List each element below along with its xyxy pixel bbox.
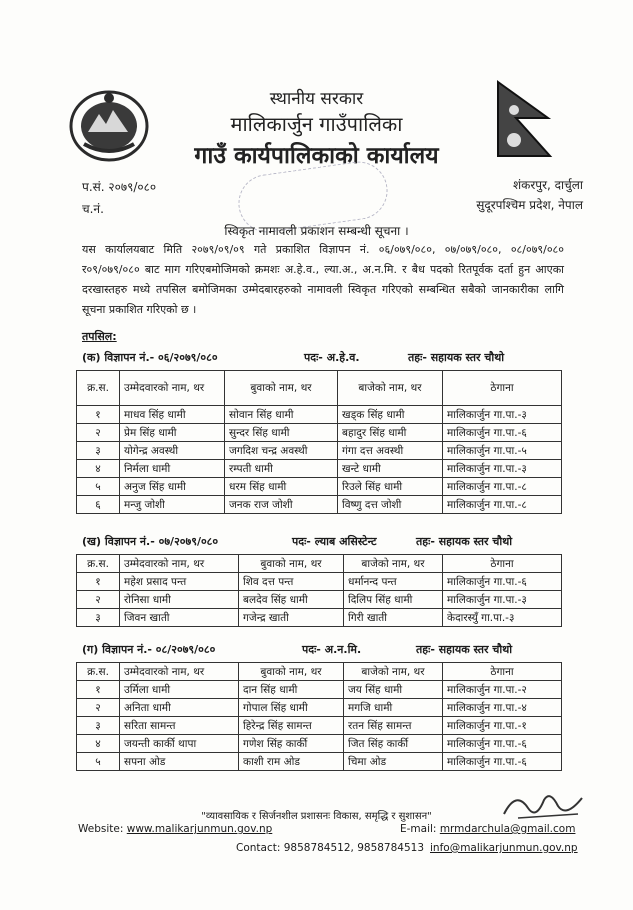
cell-serial: ३ [77, 609, 120, 627]
table-row [77, 496, 562, 514]
table-row [77, 460, 562, 478]
header-office-name: गाउँ कार्यपालिकाको कार्यालय [194, 143, 439, 169]
cell-address: मालिकार्जुन गा.पा.-६ [443, 424, 562, 442]
col-address: ठेगाना [443, 371, 562, 406]
cell-address: मालिकार्जुन गा.पा.-३ [443, 406, 562, 424]
cell-address: मालिकार्जुन गा.पा.-८ [443, 478, 562, 496]
cell-grandfather: चिमा ओड [344, 753, 443, 771]
cell-grandfather: गंगा दत्त अवस्थी [338, 442, 443, 460]
cell-candidate: महेश प्रसाद पन्त [120, 573, 239, 591]
col-father: बुवाको नाम, थर [225, 371, 338, 406]
cell-grandfather: रिउले सिंह धामी [338, 478, 443, 496]
cell-address: मालिकार्जुन गा.पा.-५ [443, 442, 562, 460]
section-b-post: पदः- ल्याब असिस्टेन्ट [292, 535, 377, 548]
section-b-level: तहः- सहायक स्तर चौथो [416, 535, 513, 548]
cell-candidate: अनुज सिंह धामी [120, 478, 225, 496]
cell-candidate: अनिता धामी [120, 699, 239, 717]
col-serial: क्र.स. [77, 555, 120, 573]
info-email-link[interactable]: info@malikarjunmun.gov.np [430, 842, 578, 854]
col-grandfather: बाजेको नाम, थर [344, 663, 443, 681]
col-father: बुवाको नाम, थर [239, 663, 344, 681]
cell-father: धरम सिंह धामी [225, 478, 338, 496]
table-header-row [77, 663, 562, 681]
cell-father: सुन्दर सिंह धामी [225, 424, 338, 442]
table-row [77, 609, 562, 627]
cell-father: सोवान सिंह धामी [225, 406, 338, 424]
cell-address: मालिकार्जुन गा.पा.-६ [443, 735, 562, 753]
email-label: E-mail: [400, 823, 437, 835]
details-label: तपसिल: [82, 330, 117, 343]
cell-candidate: प्रेम सिंह धामी [120, 424, 225, 442]
cell-serial: १ [77, 406, 120, 424]
cell-serial: १ [77, 681, 120, 699]
cell-father: शिव दत्त पन्त [239, 573, 344, 591]
cell-father: दान सिंह धामी [239, 681, 344, 699]
section-a-table [76, 370, 562, 514]
cell-address: मालिकार्जुन गा.पा.-४ [443, 699, 562, 717]
cell-candidate: जयन्ती कार्की थापा [120, 735, 239, 753]
cell-father: बलदेव सिंह धामी [239, 591, 344, 609]
section-a-level: तहः- सहायक स्तर चौथो [408, 351, 505, 364]
table-row [77, 442, 562, 460]
cell-serial: २ [77, 591, 120, 609]
cell-father: गजेन्द्र खाती [239, 609, 344, 627]
cell-candidate: योगेन्द्र अवस्थी [120, 442, 225, 460]
cell-grandfather: जित सिंह कार्की [344, 735, 443, 753]
office-location: शंकरपुर, दार्चुला [513, 178, 583, 192]
website-link[interactable]: www.malikarjunmun.gov.np [126, 823, 273, 835]
cell-serial: २ [77, 424, 120, 442]
cell-father: रम्पती धामी [225, 460, 338, 478]
cell-candidate: माधव सिंह धामी [120, 406, 225, 424]
cell-father: गोपाल सिंह धामी [239, 699, 344, 717]
section-c-post: पदः- अ.न.मि. [302, 643, 362, 656]
email-row [400, 823, 575, 835]
table-header-row [77, 555, 562, 573]
reference-number: प.सं. २०७९/०८० [82, 180, 157, 194]
section-c-table [76, 662, 562, 771]
table-header-row [77, 371, 562, 406]
table-row [77, 753, 562, 771]
col-address: ठेगाना [443, 663, 562, 681]
cell-candidate: उर्मिला धामी [120, 681, 239, 699]
cell-serial: १ [77, 573, 120, 591]
section-c-level: तहः- सहायक स्तर चौथो [416, 643, 513, 656]
cell-candidate: रोनिसा धामी [120, 591, 239, 609]
header-municipality-name: मालिकार्जुन गाउँपालिका [230, 112, 403, 136]
col-candidate: उम्मेदवारको नाम, थर [120, 663, 239, 681]
cell-grandfather: मगजि धामी [344, 699, 443, 717]
table-row [77, 591, 562, 609]
cell-father: गणेश सिंह कार्की [239, 735, 344, 753]
section-b-table [76, 554, 562, 627]
cell-grandfather: बहादुर सिंह धामी [338, 424, 443, 442]
cell-father: जगदिश चन्द्र अवस्थी [225, 442, 338, 460]
cell-candidate: मन्जु जोशी [120, 496, 225, 514]
table-row [77, 717, 562, 735]
table-row [77, 699, 562, 717]
cell-serial: २ [77, 699, 120, 717]
cell-grandfather: विष्णु दत्त जोशी [338, 496, 443, 514]
table-row [77, 478, 562, 496]
col-father: बुवाको नाम, थर [239, 555, 344, 573]
cell-address: मालिकार्जुन गा.पा.-३ [443, 591, 562, 609]
dispatch-number: च.नं. [82, 202, 104, 216]
notice-title: स्विकृत नामावली प्रकाशन सम्बन्धी सूचना । [224, 224, 409, 238]
cell-grandfather: दिलिप सिंह धामी [344, 591, 443, 609]
contact-numbers: Contact: 9858784512, 9858784513 [236, 842, 425, 854]
cell-candidate: सपना ओड [120, 753, 239, 771]
cell-grandfather: धर्मानन्द पन्त [344, 573, 443, 591]
table-row [77, 424, 562, 442]
cell-grandfather: जय सिंह धामी [344, 681, 443, 699]
cell-address: मालिकार्जुन गा.पा.-६ [443, 573, 562, 591]
cell-serial: ५ [77, 753, 120, 771]
cell-father: काशी राम ओड [239, 753, 344, 771]
website-row [78, 823, 272, 835]
website-label: Website: [78, 823, 124, 835]
table-row [77, 681, 562, 699]
cell-address: मालिकार्जुन गा.पा.-८ [443, 496, 562, 514]
cell-father: हिरेन्द्र सिंह सामन्त [239, 717, 344, 735]
cell-serial: ६ [77, 496, 120, 514]
cell-candidate: निर्मला धामी [120, 460, 225, 478]
col-grandfather: बाजेको नाम, थर [344, 555, 443, 573]
cell-address: केदारस्युँ गा.पा.-३ [443, 609, 562, 627]
col-candidate: उम्मेदवारको नाम, थर [120, 555, 239, 573]
cell-serial: ४ [77, 460, 120, 478]
col-address: ठेगाना [443, 555, 562, 573]
cell-serial: ५ [77, 478, 120, 496]
col-serial: क्र.स. [77, 371, 120, 406]
section-a-ad-number: (क) विज्ञापन नं.- ०६/२०७९/०८० [82, 351, 218, 364]
cell-serial: ४ [77, 735, 120, 753]
email-link[interactable]: mrmdarchula@gmail.com [439, 823, 576, 835]
table-row [77, 406, 562, 424]
office-province: सुदूरपश्चिम प्रदेश, नेपाल [476, 198, 583, 212]
cell-father: जनक राज जोशी [225, 496, 338, 514]
section-c-ad-number: (ग) विज्ञापन नं.- ०८/२०७९/०८० [82, 643, 216, 656]
cell-address: मालिकार्जुन गा.पा.-१ [443, 717, 562, 735]
cell-grandfather: खड्क सिंह धामी [338, 406, 443, 424]
header-local-government: स्थानीय सरकार [269, 89, 364, 109]
col-candidate: उम्मेदवारको नाम, थर [120, 371, 225, 406]
table-row [77, 573, 562, 591]
cell-grandfather: खन्टे धामी [338, 460, 443, 478]
cell-address: मालिकार्जुन गा.पा.-३ [443, 460, 562, 478]
slogan: "व्यावसायिक र सिर्जनशील प्रशासनः विकास, समृद्धि र सुशासन" [201, 811, 432, 822]
cell-serial: ३ [77, 717, 120, 735]
cell-candidate: सरिता सामन्त [120, 717, 239, 735]
cell-address: मालिकार्जुन गा.पा.-२ [443, 681, 562, 699]
cell-grandfather: रतन सिंह सामन्त [344, 717, 443, 735]
notice-body: यस कार्यालयबाट मिति २०७९/०९/०९ गते प्रकाशित विज्ञापन नं. ०६/०७९/०८०, ०७/०७९/०८०, ०८/०७९/०८० र०९/०७९/०८० बाट माग गरिएबमोजिमको क्रमशः अ.हे.व., ल्या.अ., अ.न.मि. र बैध पदको रितपूर्वक दर्ता हुन आएका दरखास्तहरु मध्ये तपसिल बमोजिमका उम्मेदबारहरुको नामावली स्विकृत गरिएको सम्बन्धित सबैको जानकारीका लागि सूचना प्रकाशित गरिएको छ । [82, 243, 564, 316]
cell-address: मालिकार्जुन गा.पा.-६ [443, 753, 562, 771]
table-row [77, 735, 562, 753]
cell-grandfather: गिरी खाती [344, 609, 443, 627]
section-b-ad-number: (ख) विज्ञापन नं.- ०७/२०७९/०८० [82, 535, 219, 548]
col-grandfather: बाजेको नाम, थर [338, 371, 443, 406]
col-serial: क्र.स. [77, 663, 120, 681]
cell-serial: ३ [77, 442, 120, 460]
section-a-post: पदः- अ.हे.व. [304, 351, 360, 364]
cell-candidate: जिवन खाती [120, 609, 239, 627]
